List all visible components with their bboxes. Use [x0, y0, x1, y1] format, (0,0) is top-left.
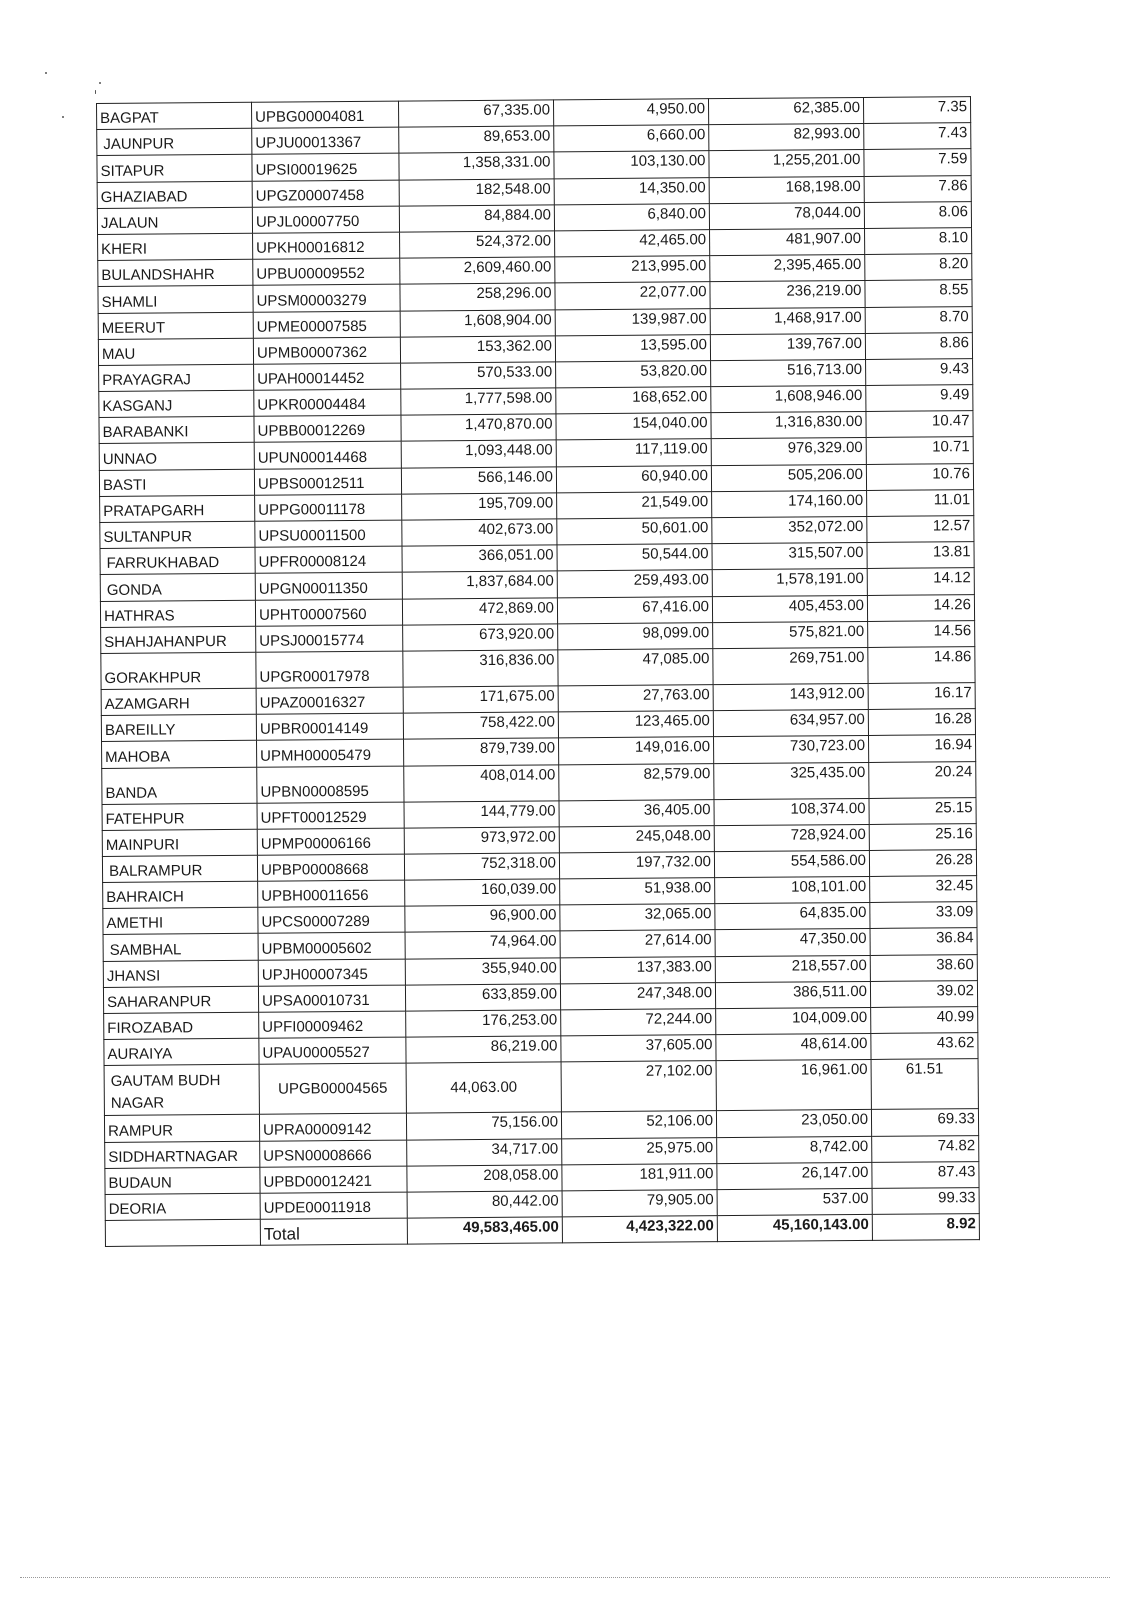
amount-1-cell: 673,920.00	[403, 624, 558, 651]
amount-3-cell: 1,468,917.00	[710, 307, 865, 334]
code-cell: UPBG00004081	[251, 101, 398, 128]
amount-2-cell: 52,106.00	[561, 1111, 716, 1138]
data-table-container	[96, 96, 977, 1247]
code-cell: UPMB00007362	[253, 337, 400, 364]
amount-2-cell: 4,950.00	[553, 99, 708, 126]
amount-1-cell: 84,884.00	[399, 205, 554, 232]
district-cell: MEERUT	[98, 312, 253, 339]
amount-1-cell: 366,051.00	[402, 545, 557, 572]
amount-3-cell: 168,198.00	[709, 176, 864, 203]
district-cell: BANDA	[102, 767, 257, 804]
percentage-cell: 87.43	[872, 1161, 979, 1188]
amount-3-cell: 325,435.00	[714, 762, 869, 799]
code-cell: UPBR00014149	[256, 713, 403, 740]
total-amount-1-cell: 49,583,465.00	[407, 1217, 562, 1244]
percentage-cell: 43.62	[871, 1033, 978, 1060]
percentage-cell: 25.15	[869, 797, 976, 824]
percentage-cell: 36.84	[870, 928, 977, 955]
amount-1-cell: 633,859.00	[405, 984, 560, 1011]
amount-2-cell: 22,077.00	[555, 282, 710, 309]
amount-1-cell: 153,362.00	[400, 336, 555, 363]
amount-3-cell: 104,009.00	[716, 1007, 871, 1034]
amount-3-cell: 108,101.00	[715, 877, 870, 904]
percentage-cell: 8.55	[865, 280, 972, 307]
amount-2-cell: 98,099.00	[558, 622, 713, 649]
amount-1-cell: 752,318.00	[404, 853, 559, 880]
amount-2-cell: 27,614.00	[560, 930, 715, 957]
code-cell: UPBM00005602	[258, 933, 405, 960]
district-cell: BARABANKI	[99, 417, 254, 444]
amount-1-cell: 1,470,870.00	[401, 414, 556, 441]
amount-2-cell: 27,763.00	[558, 685, 713, 712]
percentage-cell: 9.43	[866, 358, 973, 385]
district-cell: FIROZABAD	[104, 1012, 259, 1039]
amount-3-cell: 575,821.00	[713, 621, 868, 648]
amount-3-cell: 48,614.00	[716, 1034, 871, 1061]
district-cell: DEORIA	[105, 1193, 260, 1220]
total-percentage-cell: 8.92	[872, 1214, 979, 1241]
percentage-cell: 7.86	[864, 175, 971, 202]
amount-3-cell: 537.00	[717, 1188, 872, 1215]
percentage-cell: 40.99	[871, 1007, 978, 1034]
amount-2-cell: 103,130.00	[554, 151, 709, 178]
district-cell: SHAHJAHANPUR	[101, 626, 256, 653]
code-cell: UPJH00007345	[258, 959, 405, 986]
district-cell: BAGPAT	[97, 102, 252, 129]
code-cell: UPBP00008668	[257, 854, 404, 881]
percentage-cell: 20.24	[869, 761, 976, 798]
district-cell: SAHARANPUR	[103, 986, 258, 1013]
district-cell: KASGANJ	[99, 390, 254, 417]
amount-3-cell: 16,961.00	[716, 1060, 871, 1111]
amount-2-cell: 181,911.00	[562, 1163, 717, 1190]
code-cell: UPRA00009142	[259, 1113, 406, 1140]
amount-2-cell: 149,016.00	[559, 737, 714, 764]
code-cell: UPBS00012511	[254, 468, 401, 495]
district-cell: MAHOBA	[102, 741, 257, 768]
amount-3-cell: 405,453.00	[712, 595, 867, 622]
scan-speck	[62, 116, 64, 118]
amount-1-cell: 176,253.00	[406, 1010, 561, 1037]
amount-3-cell: 82,993.00	[709, 124, 864, 151]
amount-1-cell: 879,739.00	[404, 738, 559, 765]
scan-speck	[45, 72, 47, 74]
amount-1-cell: 472,869.00	[402, 597, 557, 624]
percentage-cell: 8.86	[865, 332, 972, 359]
amount-1-cell: 96,900.00	[405, 905, 560, 932]
amount-2-cell: 245,048.00	[559, 825, 714, 852]
amount-1-cell: 402,673.00	[402, 519, 557, 546]
district-cell: BAHRAICH	[103, 881, 258, 908]
percentage-cell: 16.17	[868, 683, 975, 710]
district-cell: SHAMLI	[98, 286, 253, 313]
district-cell: SULTANPUR	[100, 521, 255, 548]
amount-1-cell: 316,836.00	[403, 650, 558, 687]
amount-1-cell: 1,777,598.00	[401, 388, 556, 415]
amount-1-cell: 67,335.00	[398, 100, 553, 127]
amount-1-cell: 171,675.00	[403, 686, 558, 713]
code-cell: UPBU00009552	[253, 258, 400, 285]
amount-2-cell: 50,601.00	[557, 518, 712, 545]
amount-1-cell: 195,709.00	[402, 493, 557, 520]
district-cell: SIDDHARTNAGAR	[105, 1141, 260, 1168]
amount-3-cell: 315,507.00	[712, 543, 867, 570]
total-amount-3-cell: 45,160,143.00	[717, 1215, 872, 1242]
amount-1-cell: 74,964.00	[405, 931, 560, 958]
code-cell: UPFT00012529	[257, 802, 404, 829]
total-amount-2-cell: 4,423,322.00	[562, 1216, 717, 1243]
percentage-cell: 12.57	[867, 516, 974, 543]
district-cell: AURAIYA	[104, 1038, 259, 1065]
district-cell: BAREILLY	[101, 714, 256, 741]
amount-2-cell: 72,244.00	[561, 1009, 716, 1036]
district-cell: JAUNPUR	[97, 128, 252, 155]
amount-1-cell: 524,372.00	[400, 231, 555, 258]
amount-3-cell: 1,578,191.00	[712, 569, 867, 596]
amount-1-cell: 2,609,460.00	[400, 257, 555, 284]
amount-2-cell: 137,383.00	[560, 956, 715, 983]
percentage-cell: 38.60	[870, 954, 977, 981]
amount-3-cell: 1,255,201.00	[709, 150, 864, 177]
amount-2-cell: 32,065.00	[560, 904, 715, 931]
code-cell: UPGZ00007458	[252, 180, 399, 207]
code-cell: UPSU00011500	[255, 520, 402, 547]
percentage-cell: 32.45	[870, 876, 977, 903]
amount-3-cell: 554,586.00	[714, 850, 869, 877]
amount-1-cell: 34,717.00	[407, 1138, 562, 1165]
percentage-cell: 61.51	[871, 1059, 978, 1110]
district-cell: BALRAMPUR	[102, 855, 257, 882]
code-cell: UPSN00008666	[260, 1140, 407, 1167]
percentage-cell: 10.71	[866, 437, 973, 464]
district-cell: GONDA	[100, 574, 255, 601]
amount-2-cell: 36,405.00	[559, 799, 714, 826]
percentage-cell: 16.28	[868, 709, 975, 736]
district-cell: FARRUKHABAD	[100, 547, 255, 574]
code-cell: UPFR00008124	[255, 546, 402, 573]
amount-1-cell: 570,533.00	[401, 362, 556, 389]
amount-1-cell: 182,548.00	[399, 178, 554, 205]
district-cell: MAU	[98, 338, 253, 365]
amount-3-cell: 728,924.00	[714, 824, 869, 851]
amount-2-cell: 117,119.00	[556, 439, 711, 466]
code-cell: UPMH00005479	[257, 739, 404, 766]
amount-3-cell: 516,713.00	[711, 359, 866, 386]
amount-1-cell: 258,296.00	[400, 283, 555, 310]
table-row	[104, 1059, 978, 1116]
amount-2-cell: 53,820.00	[556, 361, 711, 388]
percentage-cell: 14.56	[868, 620, 975, 647]
amount-1-cell: 1,093,448.00	[401, 440, 556, 467]
amount-2-cell: 259,493.00	[557, 570, 712, 597]
amount-1-cell: 758,422.00	[403, 712, 558, 739]
code-cell: UPUN00014468	[254, 442, 401, 469]
amount-2-cell: 79,905.00	[562, 1190, 717, 1217]
code-cell: UPSA00010731	[258, 985, 405, 1012]
amount-2-cell: 47,085.00	[558, 649, 713, 686]
amount-2-cell: 168,652.00	[556, 387, 711, 414]
percentage-cell: 14.86	[868, 647, 975, 684]
total-row	[105, 1214, 979, 1247]
code-cell: UPBB00012269	[254, 415, 401, 442]
district-cell: JALAUN	[97, 207, 252, 234]
district-cell: JHANSI	[103, 960, 258, 987]
amount-3-cell: 139,767.00	[710, 333, 865, 360]
amount-1-cell: 355,940.00	[405, 958, 560, 985]
code-cell: UPHT00007560	[255, 599, 402, 626]
percentage-cell: 13.81	[867, 542, 974, 569]
total-empty-cell	[105, 1219, 260, 1246]
district-cell: UNNAO	[99, 443, 254, 470]
table-body	[97, 97, 980, 1247]
amount-2-cell: 21,549.00	[557, 491, 712, 518]
district-cell: RAMPUR	[104, 1115, 259, 1142]
amount-3-cell: 236,219.00	[710, 281, 865, 308]
amount-2-cell: 154,040.00	[556, 413, 711, 440]
amount-2-cell: 247,348.00	[560, 982, 715, 1009]
amount-3-cell: 8,742.00	[717, 1136, 872, 1163]
percentage-cell: 7.59	[864, 149, 971, 176]
code-cell: UPGR00017978	[256, 651, 403, 688]
amount-1-cell: 75,156.00	[406, 1112, 561, 1139]
amount-3-cell: 218,557.00	[715, 955, 870, 982]
percentage-cell: 11.01	[867, 489, 974, 516]
amount-3-cell: 481,907.00	[710, 228, 865, 255]
district-cell: KHERI	[98, 233, 253, 260]
amount-1-cell: 566,146.00	[401, 467, 556, 494]
total-label-cell: Total	[260, 1218, 407, 1245]
amount-3-cell: 47,350.00	[715, 929, 870, 956]
code-cell: UPME00007585	[253, 311, 400, 338]
percentage-cell: 10.76	[866, 463, 973, 490]
percentage-cell: 8.10	[865, 228, 972, 255]
scan-speck	[99, 82, 101, 84]
district-data-table	[96, 96, 980, 1247]
district-cell: BUDAUN	[105, 1167, 260, 1194]
amount-3-cell: 64,835.00	[715, 903, 870, 930]
district-cell: GAUTAM BUDH NAGAR	[104, 1065, 259, 1116]
percentage-cell: 10.47	[866, 411, 973, 438]
amount-1-cell: 44,063.00	[406, 1062, 561, 1113]
code-cell: UPMP00006166	[257, 828, 404, 855]
percentage-cell: 74.82	[872, 1135, 979, 1162]
percentage-cell: 8.70	[865, 306, 972, 333]
amount-2-cell: 60,940.00	[556, 465, 711, 492]
code-cell: UPAH00014452	[254, 363, 401, 390]
percentage-cell: 26.28	[869, 849, 976, 876]
code-cell: UPSI00019625	[252, 153, 399, 180]
district-cell: SITAPUR	[97, 155, 252, 182]
code-cell: UPFI00009462	[259, 1011, 406, 1038]
percentage-cell: 7.35	[863, 97, 970, 124]
amount-1-cell: 408,014.00	[404, 764, 559, 801]
amount-2-cell: 42,465.00	[555, 230, 710, 257]
amount-3-cell: 143,912.00	[713, 683, 868, 710]
percentage-cell: 9.49	[866, 385, 973, 412]
district-cell: GORAKHPUR	[101, 652, 256, 689]
code-cell: UPCS00007289	[258, 906, 405, 933]
percentage-cell: 39.02	[870, 980, 977, 1007]
code-cell: UPSM00003279	[253, 284, 400, 311]
amount-2-cell: 197,732.00	[559, 852, 714, 879]
amount-3-cell: 78,044.00	[709, 202, 864, 229]
percentage-cell: 25.16	[869, 823, 976, 850]
percentage-cell: 8.06	[864, 201, 971, 228]
percentage-cell: 33.09	[870, 902, 977, 929]
amount-3-cell: 26,147.00	[717, 1162, 872, 1189]
amount-2-cell: 6,840.00	[554, 203, 709, 230]
district-cell: SAMBHAL	[103, 934, 258, 961]
scan-dotted-edge	[20, 1577, 1110, 1579]
code-cell: UPAZ00016327	[256, 687, 403, 714]
amount-2-cell: 25,975.00	[562, 1137, 717, 1164]
amount-3-cell: 634,957.00	[713, 710, 868, 737]
percentage-cell: 7.43	[864, 123, 971, 150]
amount-1-cell: 1,358,331.00	[399, 152, 554, 179]
district-cell: GHAZIABAD	[97, 181, 252, 208]
code-cell: UPBD00012421	[260, 1166, 407, 1193]
code-cell: UPKH00016812	[253, 232, 400, 259]
code-cell: UPJL00007750	[252, 206, 399, 233]
percentage-cell: 99.33	[872, 1188, 979, 1215]
amount-3-cell: 23,050.00	[716, 1110, 871, 1137]
district-cell: BULANDSHAHR	[98, 259, 253, 286]
amount-3-cell: 976,329.00	[711, 438, 866, 465]
amount-2-cell: 27,102.00	[561, 1061, 716, 1112]
percentage-cell: 14.26	[867, 594, 974, 621]
amount-3-cell: 505,206.00	[711, 464, 866, 491]
code-cell: UPJU00013367	[252, 127, 399, 154]
code-cell: UPPG00011178	[255, 494, 402, 521]
district-cell: FATEHPUR	[102, 803, 257, 830]
amount-2-cell: 14,350.00	[554, 177, 709, 204]
amount-1-cell: 86,219.00	[406, 1036, 561, 1063]
district-cell: AZAMGARH	[101, 688, 256, 715]
code-cell: UPAU00005527	[259, 1037, 406, 1064]
amount-1-cell: 208,058.00	[407, 1165, 562, 1192]
district-cell: PRATAPGARH	[100, 495, 255, 522]
amount-1-cell: 89,653.00	[399, 126, 554, 153]
amount-2-cell: 67,416.00	[557, 596, 712, 623]
code-cell: UPDE00011918	[260, 1192, 407, 1219]
district-cell: MAINPURI	[102, 829, 257, 856]
percentage-cell: 69.33	[871, 1109, 978, 1136]
amount-2-cell: 13,595.00	[555, 334, 710, 361]
amount-3-cell: 730,723.00	[713, 736, 868, 763]
district-cell: HATHRAS	[100, 600, 255, 627]
amount-3-cell: 269,751.00	[713, 647, 868, 684]
amount-1-cell: 160,039.00	[405, 879, 560, 906]
amount-3-cell: 352,072.00	[712, 516, 867, 543]
code-cell: UPSJ00015774	[256, 625, 403, 652]
amount-3-cell: 174,160.00	[712, 490, 867, 517]
amount-2-cell: 6,660.00	[554, 125, 709, 152]
district-cell: PRAYAGRAJ	[99, 364, 254, 391]
percentage-cell: 16.94	[868, 735, 975, 762]
amount-2-cell: 82,579.00	[559, 763, 714, 800]
code-cell: UPKR00004484	[254, 389, 401, 416]
amount-1-cell: 80,442.00	[407, 1191, 562, 1218]
amount-3-cell: 2,395,465.00	[710, 255, 865, 282]
amount-3-cell: 1,608,946.00	[711, 386, 866, 413]
percentage-cell: 14.12	[867, 568, 974, 595]
code-cell: UPGB00004565	[259, 1063, 406, 1114]
amount-3-cell: 1,316,830.00	[711, 412, 866, 439]
amount-2-cell: 50,544.00	[557, 544, 712, 571]
amount-3-cell: 386,511.00	[715, 981, 870, 1008]
amount-3-cell: 108,374.00	[714, 798, 869, 825]
code-cell: UPBH00011656	[258, 880, 405, 907]
district-cell: AMETHI	[103, 908, 258, 935]
amount-3-cell: 62,385.00	[708, 97, 863, 124]
amount-1-cell: 1,608,904.00	[400, 309, 555, 336]
amount-1-cell: 144,779.00	[404, 800, 559, 827]
amount-1-cell: 1,837,684.00	[402, 571, 557, 598]
amount-1-cell: 973,972.00	[404, 827, 559, 854]
code-cell: UPGN00011350	[255, 572, 402, 599]
amount-2-cell: 51,938.00	[560, 878, 715, 905]
code-cell: UPBN00008595	[257, 766, 404, 803]
amount-2-cell: 37,605.00	[561, 1035, 716, 1062]
scan-speck	[95, 90, 96, 94]
percentage-cell: 8.20	[865, 254, 972, 281]
amount-2-cell: 139,987.00	[555, 308, 710, 335]
amount-2-cell: 213,995.00	[555, 256, 710, 283]
amount-2-cell: 123,465.00	[558, 711, 713, 738]
district-cell: BASTI	[99, 469, 254, 496]
